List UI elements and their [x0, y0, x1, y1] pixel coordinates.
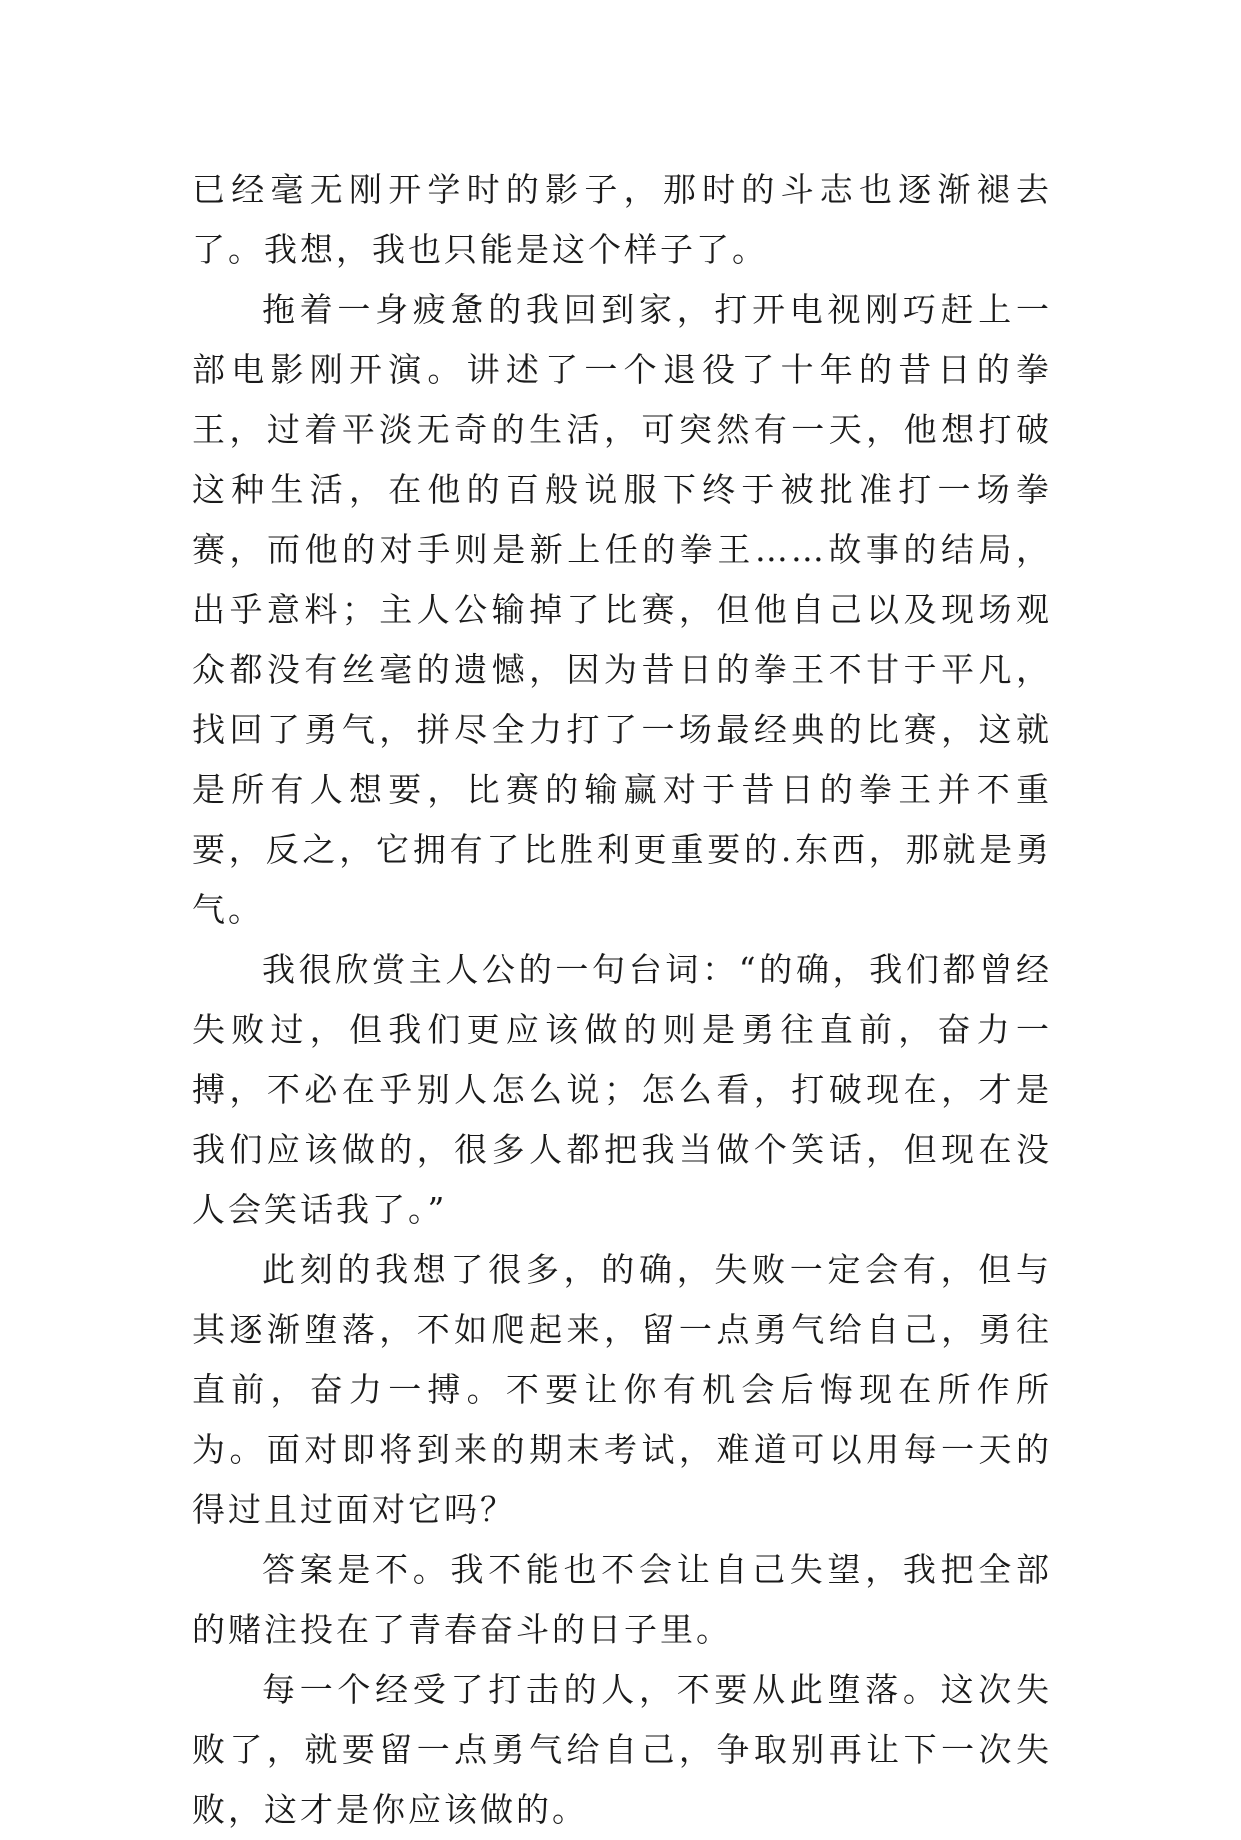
paragraph-conclusion: 每一个经受了打击的人，不要从此堕落。这次失败了，就要留一点勇气给自己，争取别再让下一次失败，这才是你应该做的。	[192, 1670, 1052, 1829]
essay-body	[192, 160, 1052, 1840]
paragraph-movie: 拖着一身疲惫的我回到家，打开电视刚巧赶上一部电影刚开演。讲述了一个退役了十年的昔日的拳王，过着平淡无奇的生活，可突然有一天，他想打破这种生活，在他的百般说服下终于被批准打一场拳赛，而他的对手则是新上任的拳王……故事的结局，出乎意料；主人公输掉了比赛，但他自己以及现场观众都没有丝毫的遗憾，因为昔日的拳王不甘于平凡，找回了勇气，拼尽全力打了一场最经典的比赛，这就是所有人想要，比赛的输赢对于昔日的拳王并不重要，反之，它拥有了比胜利更重要的.东西，那就是勇气。	[192, 290, 1052, 929]
paragraph-reflection: 此刻的我想了很多，的确，失败一定会有，但与其逐渐堕落，不如爬起来，留一点勇气给自己，勇往直前，奋力一搏。不要让你有机会后悔现在所作所为。面对即将到来的期末考试，难道可以用每一天的得过且过面对它吗？	[192, 1250, 1052, 1529]
paragraph-answer: 答案是不。我不能也不会让自己失望，我把全部的赌注投在了青春奋斗的日子里。	[192, 1550, 1052, 1649]
paragraph-continued: 已经毫无刚开学时的影子，那时的斗志也逐渐褪去了。我想，我也只能是这个样子了。	[192, 170, 1052, 269]
paragraph-quote: 我很欣赏主人公的一句台词：“的确，我们都曾经失败过，但我们更应该做的则是勇往直前，奋力一搏，不必在乎别人怎么说；怎么看，打破现在，才是我们应该做的，很多人都把我当做个笑话，但现在没人会笑话我了。”	[192, 950, 1052, 1229]
